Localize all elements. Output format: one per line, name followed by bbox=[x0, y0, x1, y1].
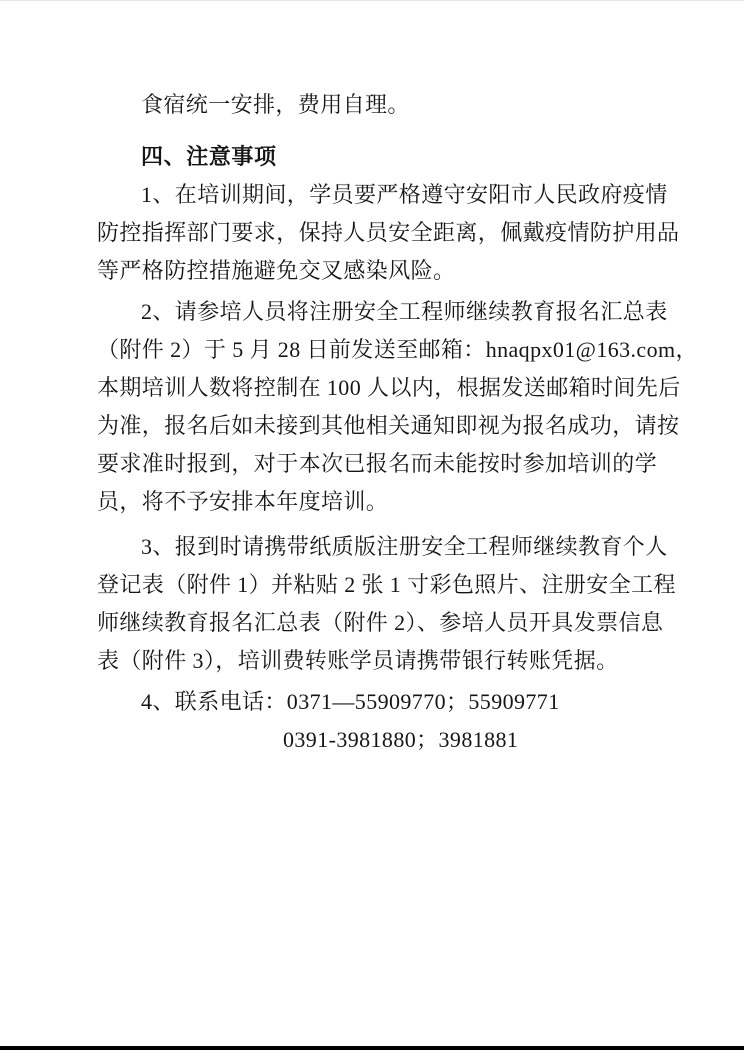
paragraph-line: 登记表（附件 1）并粘贴 2 张 1 寸彩色照片、注册安全工程 bbox=[97, 572, 676, 597]
paragraph-line: 员，将不予安排本年度培训。 bbox=[97, 489, 389, 514]
paragraph-line: 食宿统一安排，费用自理。 bbox=[141, 92, 410, 117]
paragraph-line: 1、在培训期间，学员要严格遵守安阳市人民政府疫情 bbox=[141, 182, 668, 207]
paragraph-line: 0391-3981880；3981881 bbox=[283, 727, 519, 752]
paragraph-line: 要求准时报到，对于本次已报名而未能按时参加培训的学 bbox=[97, 451, 658, 476]
section-heading: 四、注意事项 bbox=[141, 144, 277, 169]
paragraph-line: （附件 2）于 5 月 28 日前发送至邮箱：hnaqpx01@163.com， bbox=[97, 337, 698, 362]
paragraph-line: 表（附件 3），培训费转账学员请携带银行转账凭据。 bbox=[97, 648, 619, 673]
paragraph-line: 等严格防控措施避免交叉感染风险。 bbox=[97, 258, 456, 283]
page-top-edge bbox=[0, 0, 744, 1]
paragraph-line: 为准，报名后如未接到其他相关通知即视为报名成功，请按 bbox=[97, 413, 680, 438]
paragraph-line: 师继续教育报名汇总表（附件 2）、参培人员开具发票信息 bbox=[97, 610, 664, 635]
paragraph-line: 本期培训人数将控制在 100 人以内，根据发送邮箱时间先后 bbox=[97, 375, 681, 400]
paragraph-line: 4、联系电话：0371—55909770；55909771 bbox=[141, 689, 560, 714]
page-bottom-edge bbox=[0, 1046, 744, 1050]
paragraph-line: 3、报到时请携带纸质版注册安全工程师继续教育个人 bbox=[141, 534, 668, 559]
notice-body bbox=[97, 86, 698, 759]
paragraph-line: 防控指挥部门要求，保持人员安全距离，佩戴疫情防护用品 bbox=[97, 220, 680, 245]
paragraph-line: 2、请参培人员将注册安全工程师继续教育报名汇总表 bbox=[141, 299, 668, 324]
